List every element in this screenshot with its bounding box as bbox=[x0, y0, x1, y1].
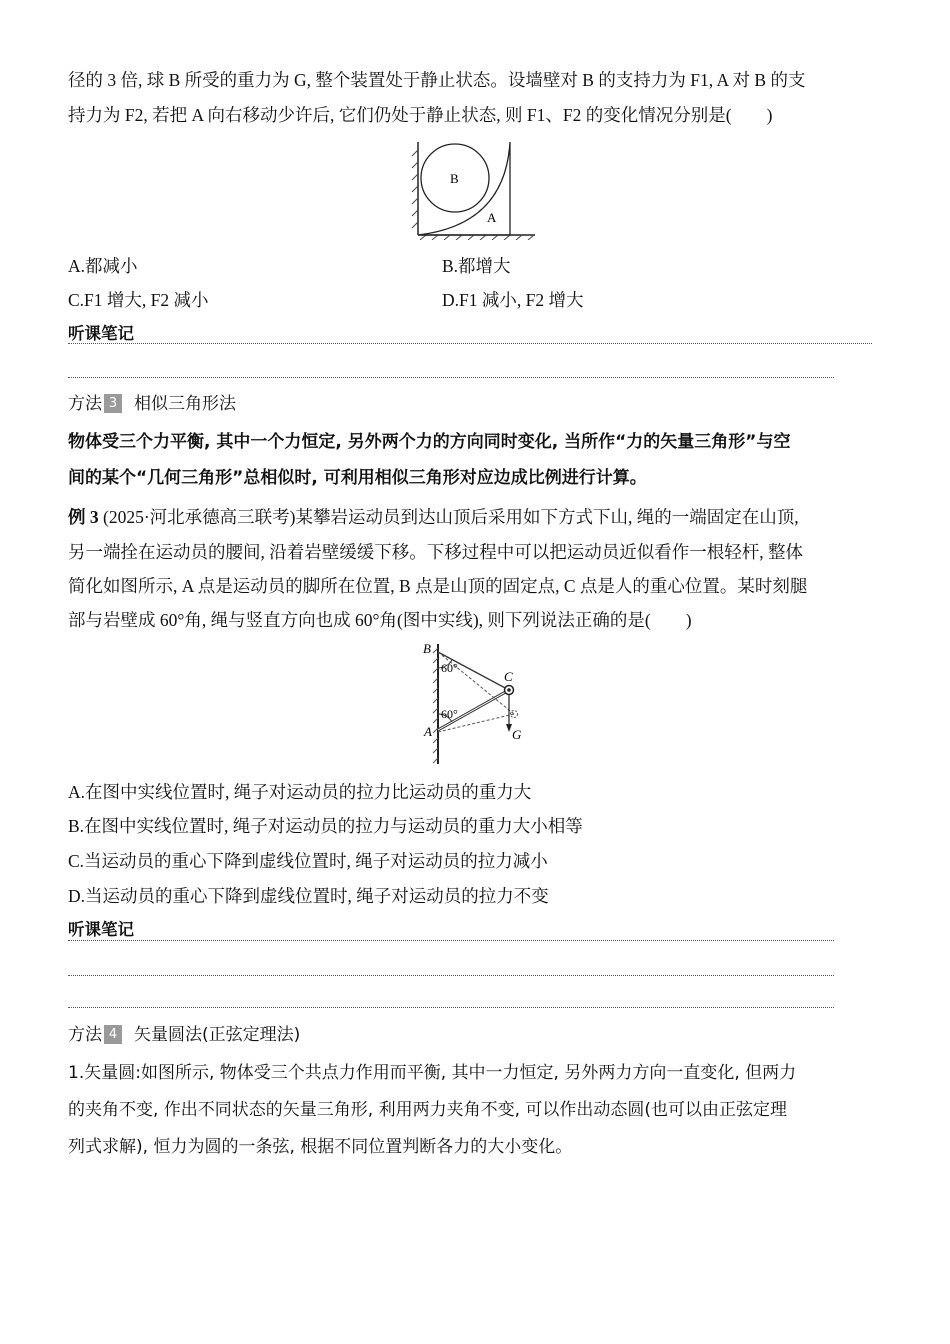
example-3-line-1: 例 3 (2025·河北承德高三联考)某攀岩运动员到达山顶后采用如下方式下山, 绳的一端固定在山顶, bbox=[68, 507, 799, 527]
method-4-para-line-1: 1.矢量圆:如图所示, 物体受三个共点力作用而平衡, 其中一力恒定, 另外两力方向一直变化, 但两力 bbox=[68, 1063, 797, 1083]
note-line[interactable] bbox=[68, 1007, 834, 1008]
method-title: 相似三角形法 bbox=[134, 394, 236, 414]
notes-label: 听课笔记 bbox=[68, 324, 134, 343]
method-prefix: 方法 bbox=[68, 394, 102, 414]
note-line[interactable] bbox=[68, 975, 834, 976]
option-c[interactable]: C.当运动员的重心下降到虚线位置时, 绳子对运动员的拉力减小 bbox=[68, 851, 548, 871]
example-3-line-2: 另一端拴在运动员的腰间, 沿着岩壁缓缓下移。下移过程中可以把运动员近似看作一根轻杆, 整体 bbox=[68, 542, 803, 562]
label-G: G bbox=[512, 727, 522, 742]
method-3-desc-line-2: 间的某个“几何三角形”总相似时, 可利用相似三角形对应边成比例进行计算。 bbox=[68, 468, 647, 488]
figure-climber bbox=[420, 640, 540, 768]
option-b[interactable]: B.在图中实线位置时, 绳子对运动员的拉力与运动员的重力大小相等 bbox=[68, 816, 583, 836]
example-source: (2025·河北承德高三联考) bbox=[103, 507, 296, 527]
note-line[interactable] bbox=[68, 377, 834, 378]
label-angle-top: 60° bbox=[441, 661, 458, 675]
label-angle-bottom: 60° bbox=[441, 707, 458, 721]
method-prefix: 方法 bbox=[68, 1025, 102, 1045]
method-4-para-line-3: 列式求解), 恒力为圆的一条弦, 根据不同位置判断各力的大小变化。 bbox=[68, 1137, 573, 1157]
example-3-line-4: 部与岩壁成 60°角, 绳与竖直方向也成 60°角(图中实线), 则下列说法正确的是( ) bbox=[68, 610, 692, 630]
example-3-line-3: 简化如图所示, A 点是运动员的脚所在位置, B 点是山顶的固定点, C 点是人的重心位置。某时刻腿 bbox=[68, 576, 808, 596]
option-a[interactable]: A.在图中实线位置时, 绳子对运动员的拉力比运动员的重力大 bbox=[68, 782, 532, 802]
option-d[interactable]: D.F1 减小, F2 增大 bbox=[442, 290, 584, 310]
method-4-para-line-2: 的夹角不变, 作出不同状态的矢量三角形, 利用两力夹角不变, 可以作出动态圆(也可以由正弦定理 bbox=[68, 1100, 788, 1120]
method-3-desc-line-1: 物体受三个力平衡, 其中一个力恒定, 另外两个力的方向同时变化, 当所作“力的矢量三角形”与空 bbox=[68, 432, 791, 452]
method-number-badge: 3 bbox=[104, 394, 122, 413]
question-text-line-2: 持力为 F2, 若把 A 向右移动少许后, 它们仍处于静止状态, 则 F1、F2 的变化情况分别是( ) bbox=[68, 105, 773, 125]
option-c[interactable]: C.F1 增大, F2 减小 bbox=[68, 290, 209, 310]
option-d[interactable]: D.当运动员的重心下降到虚线位置时, 绳子对运动员的拉力不变 bbox=[68, 886, 549, 906]
question-text-line-1: 径的 3 倍, 球 B 所受的重力为 G, 整个装置处于静止状态。设墙壁对 B 的支持力为 F1, A 对 B 的支 bbox=[68, 70, 806, 90]
note-line[interactable] bbox=[68, 940, 834, 941]
label-A: A bbox=[424, 724, 432, 739]
note-line[interactable] bbox=[68, 343, 872, 344]
label-B: B bbox=[450, 171, 459, 186]
figure-ball-wedge bbox=[410, 140, 540, 240]
label-C: C bbox=[504, 669, 513, 684]
label-A: A bbox=[487, 210, 497, 225]
method-4-heading bbox=[68, 1023, 300, 1047]
option-a[interactable]: A.都减小 bbox=[68, 256, 138, 276]
example-label: 例 3 bbox=[68, 507, 99, 527]
method-3-heading bbox=[68, 392, 236, 416]
label-B: B bbox=[423, 641, 431, 656]
option-b[interactable]: B.都增大 bbox=[442, 256, 511, 276]
method-number-badge: 4 bbox=[104, 1025, 122, 1044]
notes-label: 听课笔记 bbox=[68, 920, 134, 939]
method-title: 矢量圆法(正弦定理法) bbox=[134, 1025, 301, 1045]
